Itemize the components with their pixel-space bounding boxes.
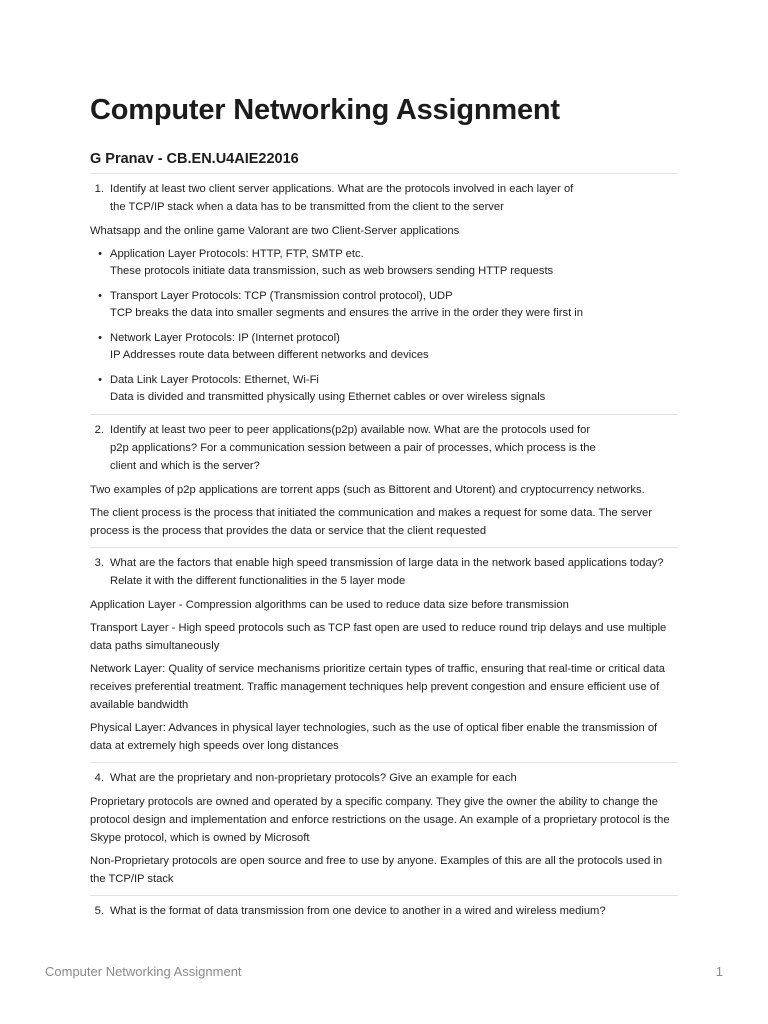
question-number: 1. (94, 183, 104, 195)
question-text: Identify at least two peer to peer applications(p2p) available now. What are the protocols used for p2p applications? For a communication session between a pair of processes, which process is the client and which is the server? (110, 424, 596, 472)
question-text: What is the format of data transmission from one device to another in a wired and wireless medium? (110, 905, 606, 917)
list-item (90, 372, 678, 406)
author-heading: G Pranav - CB.EN.U4AIE22016 (90, 151, 299, 167)
footer-title: Computer Networking Assignment (45, 964, 242, 979)
document-body (90, 91, 678, 920)
question-3 (90, 548, 678, 590)
bullet-icon: • (98, 374, 102, 386)
list-item (90, 246, 678, 280)
list-item-detail: TCP breaks the data into smaller segments and ensures the arrive in the order they were first in (110, 307, 584, 319)
question-5 (90, 896, 678, 920)
answer-paragraph: The client process is the process that initiated the communication and makes a request for some data. The server process is the process that provides the data or service that the client requested (90, 507, 652, 537)
list-item-title: Network Layer Protocols: IP (Internet protocol) (110, 332, 340, 344)
answer-paragraph: Physical Layer: Advances in physical layer technologies, such as the use of optical fiber enable the transmission of data at extremely high speeds over long distances (90, 722, 658, 752)
question-number: 3. (94, 557, 104, 569)
page-number: 1 (715, 964, 723, 979)
question-2 (90, 415, 678, 475)
answer-paragraph: Two examples of p2p applications are torrent apps (such as Bittorent and Utorent) and cryptocurrency networks. (90, 484, 645, 496)
list-item-detail: IP Addresses route data between different networks and devices (110, 349, 429, 361)
answer-paragraph: Non-Proprietary protocols are open source and free to use by anyone. Examples of this are all the protocols used in the TCP/IP stack (90, 855, 663, 885)
list-item-title: Transport Layer Protocols: TCP (Transmission control protocol), UDP (110, 290, 453, 302)
list-item (90, 288, 678, 322)
bullet-icon: • (98, 332, 102, 344)
question-number: 5. (94, 905, 104, 917)
answer-paragraph: Application Layer - Compression algorithms can be used to reduce data size before transmission (90, 599, 569, 611)
question-text: What are the factors that enable high speed transmission of large data in the network based applications today? Relate it with the different functionalities in the 5 layer mode (110, 557, 664, 587)
document-title: Computer Networking Assignment (90, 94, 560, 126)
answer-paragraph: Proprietary protocols are owned and operated by a specific company. They give the owner the ability to change the protocol design and implementation and enforce restrictions on the usage. An example of a proprietary protocol is the Skype protocol, which is owned by Microsoft (90, 796, 670, 844)
answer-paragraph: Whatsapp and the online game Valorant are two Client-Server applications (90, 225, 460, 237)
list-item (90, 330, 678, 364)
list-item-detail: Data is divided and transmitted physically using Ethernet cables or over wireless signals (110, 391, 546, 403)
answer-paragraph: Network Layer: Quality of service mechanisms prioritize certain types of traffic, ensuring that real-time or critical data receives preferential treatment. Traffic management techniques help prevent congestion and ensure efficient use of available bandwidth (90, 663, 665, 711)
question-number: 2. (94, 424, 104, 436)
page-footer (45, 964, 723, 979)
list-item-detail: These protocols initiate data transmission, such as web browsers sending HTTP requests (110, 265, 554, 277)
question-number: 4. (94, 772, 104, 784)
bullet-icon: • (98, 290, 102, 302)
bullet-icon: • (98, 248, 102, 260)
question-4 (90, 763, 678, 787)
question-text: What are the proprietary and non-proprietary protocols? Give an example for each (110, 772, 517, 784)
question-text: Identify at least two client server applications. What are the protocols involved in each layer of the TCP/IP stack when a data has to be transmitted from the client to the server (110, 183, 574, 213)
answer-paragraph: Transport Layer - High speed protocols such as TCP fast open are used to reduce round trip delays and use multiple data paths simultaneously (90, 622, 667, 652)
list-item-title: Data Link Layer Protocols: Ethernet, Wi-Fi (110, 374, 319, 386)
list-item-title: Application Layer Protocols: HTTP, FTP, SMTP etc. (110, 248, 364, 260)
protocol-list (90, 246, 678, 406)
question-1 (90, 174, 678, 216)
